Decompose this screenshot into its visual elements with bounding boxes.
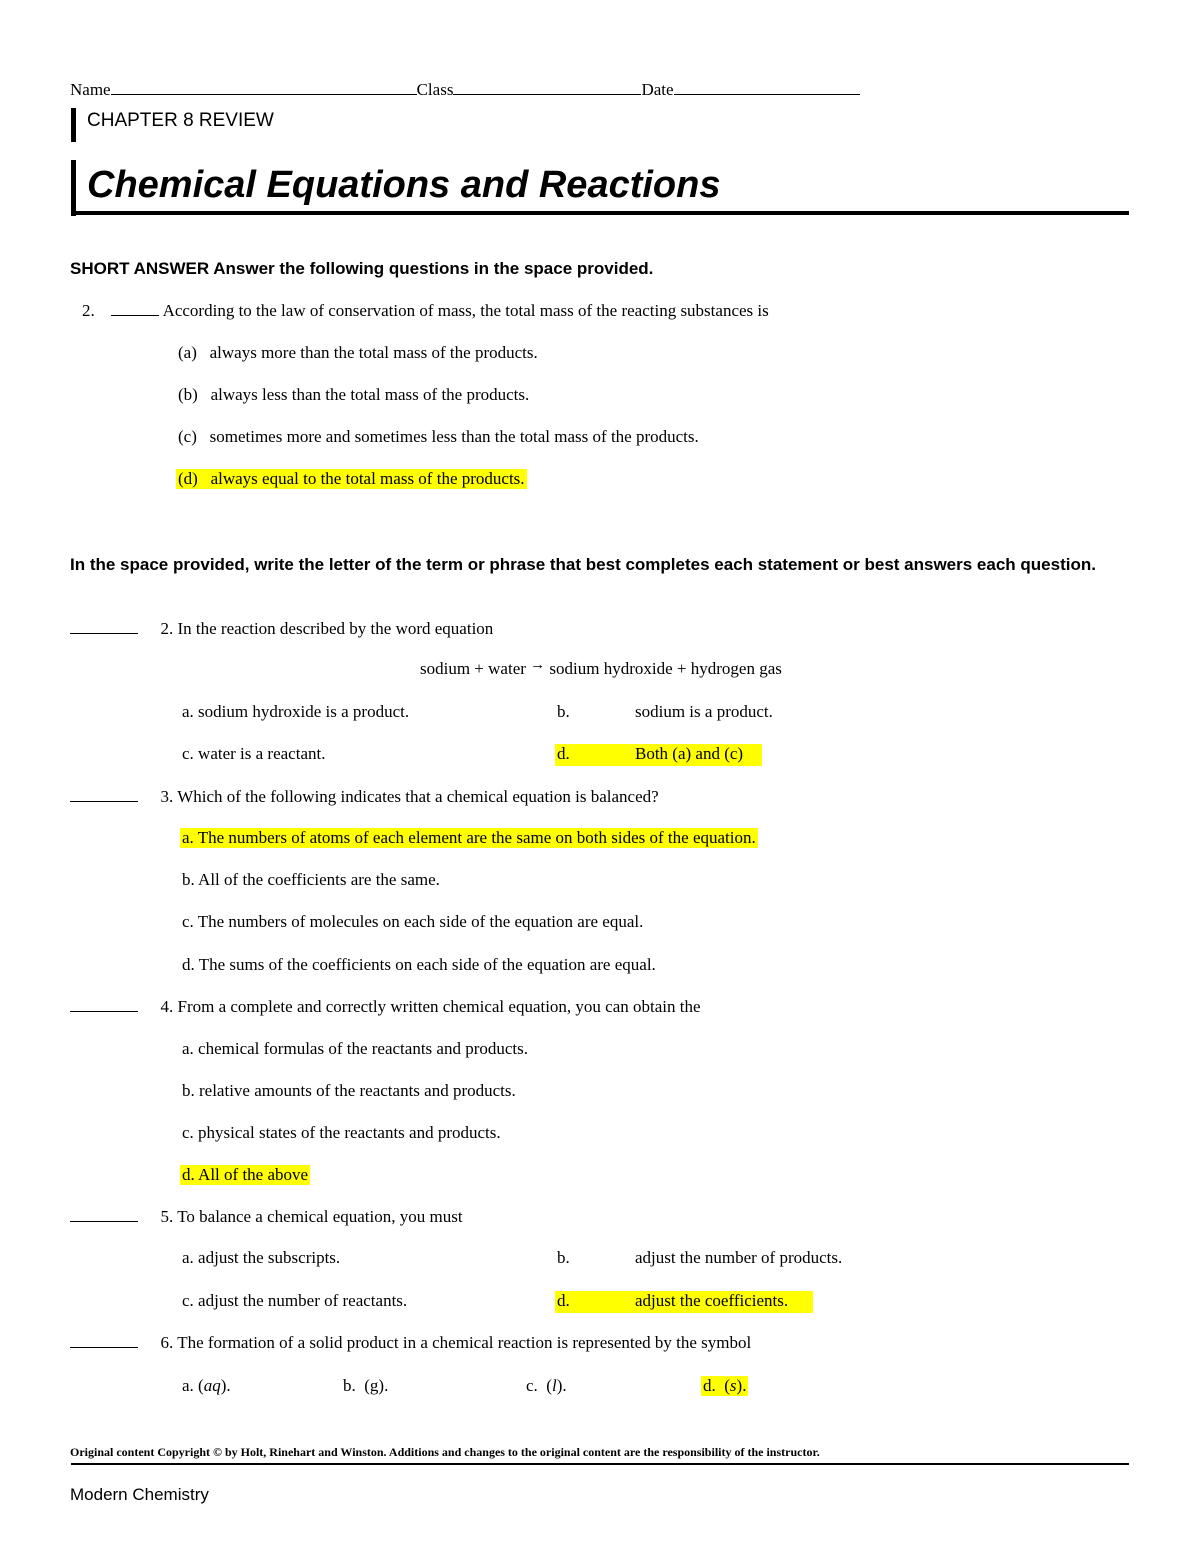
option-letter: a. — [182, 1376, 194, 1395]
s1-question-text: According to the law of conservation of mass, the total mass of the reacting substances is — [162, 301, 769, 320]
title-bar — [71, 160, 76, 216]
option-symbol: g — [369, 1376, 379, 1395]
option-symbol: aq — [203, 1376, 221, 1395]
q5-text: To balance a chemical equation, you must — [177, 1207, 463, 1226]
q5 — [70, 1207, 463, 1227]
q2-option-d-letter: d. — [557, 744, 570, 763]
q2-answer-blank[interactable] — [70, 619, 138, 634]
q6-number: 6. — [160, 1333, 174, 1352]
student-info-line — [70, 80, 860, 100]
q2-option-b-letter: b. — [557, 702, 570, 721]
option-letter: (a) — [178, 343, 197, 362]
title-rule — [71, 211, 1129, 215]
option-letter: d. — [703, 1376, 716, 1395]
q5-option-d-highlight — [555, 1291, 813, 1313]
q2-option-b-text: sodium is a product. — [635, 702, 773, 721]
option-symbol: s — [729, 1376, 737, 1395]
q5-number: 5. — [160, 1207, 174, 1226]
date-field[interactable] — [674, 80, 860, 95]
chapter-bar — [71, 108, 76, 142]
option-letter: b. — [343, 1376, 356, 1395]
q4-option-b: b. relative amounts of the reactants and products. — [182, 1081, 516, 1100]
q3-option-a-highlighted: a. The numbers of atoms of each element are the same on both sides of the equation. — [182, 828, 756, 847]
option-letter: (b) — [178, 385, 198, 404]
q6-answer-blank[interactable] — [70, 1333, 138, 1348]
option-symbol: l — [551, 1376, 557, 1395]
q3-answer-blank[interactable] — [70, 787, 138, 802]
copyright-notice: Original content Copyright © by Holt, Rinehart and Winston. Additions and changes to the original content are the responsibility of the instructor. — [70, 1445, 820, 1459]
footer-brand: Modern Chemistry — [70, 1485, 209, 1504]
q4 — [70, 997, 701, 1017]
q4-answer-blank[interactable] — [70, 997, 138, 1012]
q2-equation — [420, 659, 782, 679]
q6-text: The formation of a solid product in a chemical reaction is represented by the symbol — [177, 1333, 752, 1352]
reaction-arrow-icon: → — [530, 657, 546, 673]
s1-question-number: 2. — [82, 301, 95, 320]
option-text: always equal to the total mass of the products. — [210, 469, 525, 488]
q5-option-d-letter: d. — [557, 1291, 570, 1310]
footer-rule — [71, 1463, 1129, 1465]
q2-option-a: a. sodium hydroxide is a product. — [182, 702, 410, 721]
s1-option-b — [178, 385, 529, 405]
q5-option-a: a. adjust the subscripts. — [182, 1248, 341, 1267]
q4-option-c: c. physical states of the reactants and products. — [182, 1123, 501, 1142]
s1-option-c — [178, 427, 699, 447]
class-label: Class — [416, 80, 454, 99]
option-letter: (c) — [178, 427, 197, 446]
date-label: Date — [641, 80, 674, 99]
q3 — [70, 787, 659, 807]
q6-option-b: b. (g). — [343, 1376, 389, 1395]
q2-text: In the reaction described by the word equation — [177, 619, 494, 638]
option-letter: c. — [526, 1376, 538, 1395]
q6 — [70, 1333, 751, 1353]
page-title: Chemical Equations and Reactions — [87, 164, 721, 206]
q3-option-c: c. The numbers of molecules on each side of the equation are equal. — [182, 912, 644, 931]
q2-option-d-highlight — [555, 744, 762, 766]
option-text: always less than the total mass of the products. — [210, 385, 530, 404]
q3-option-b: b. All of the coefficients are the same. — [182, 870, 440, 889]
s1-option-d-highlighted — [176, 469, 527, 489]
s1-option-a — [178, 343, 538, 363]
option-letter: (d) — [178, 469, 198, 488]
chapter-label: CHAPTER 8 REVIEW — [87, 110, 274, 131]
equation-reactants: sodium + water — [420, 659, 526, 678]
q3-option-d: d. The sums of the coefficients on each side of the equation are equal. — [182, 955, 656, 974]
section1-instruction: SHORT ANSWER Answer the following questions in the space provided. — [70, 259, 654, 278]
option-text: always more than the total mass of the products. — [209, 343, 538, 362]
q4-text: From a complete and correctly written chemical equation, you can obtain the — [177, 997, 701, 1016]
q4-option-d-highlighted: d. All of the above — [182, 1165, 309, 1184]
q2-number: 2. — [160, 619, 174, 638]
section2-instruction: In the space provided, write the letter of the term or phrase that best completes each statement or best answers each question. — [70, 555, 1096, 574]
q2 — [70, 619, 493, 639]
q6-option-a: a. (aq). — [182, 1376, 231, 1395]
q2-option-c: c. water is a reactant. — [182, 744, 326, 763]
q5-answer-blank[interactable] — [70, 1207, 138, 1222]
equation-products: sodium hydroxide + hydrogen gas — [549, 659, 782, 678]
q3-text: Which of the following indicates that a chemical equation is balanced? — [177, 787, 659, 806]
q6-option-c: c. (l). — [526, 1376, 567, 1395]
class-field[interactable] — [453, 80, 641, 95]
q5-option-b-text: adjust the number of products. — [635, 1248, 843, 1267]
s1-question — [82, 301, 769, 321]
q4-option-a: a. chemical formulas of the reactants and products. — [182, 1039, 529, 1058]
q6-option-d-highlighted: d. (s). — [703, 1376, 747, 1395]
option-text: sometimes more and sometimes less than the total mass of the products. — [209, 427, 699, 446]
name-field[interactable] — [111, 80, 417, 95]
q5-option-b-letter: b. — [557, 1248, 570, 1267]
q2-option-d-text: Both (a) and (c) — [635, 744, 744, 763]
name-label: Name — [70, 80, 111, 99]
q5-option-c: c. adjust the number of reactants. — [182, 1291, 408, 1310]
q4-number: 4. — [160, 997, 174, 1016]
q5-option-d-text: adjust the coefficients. — [635, 1291, 789, 1310]
q3-number: 3. — [160, 787, 174, 806]
s1-answer-blank[interactable] — [111, 301, 159, 316]
